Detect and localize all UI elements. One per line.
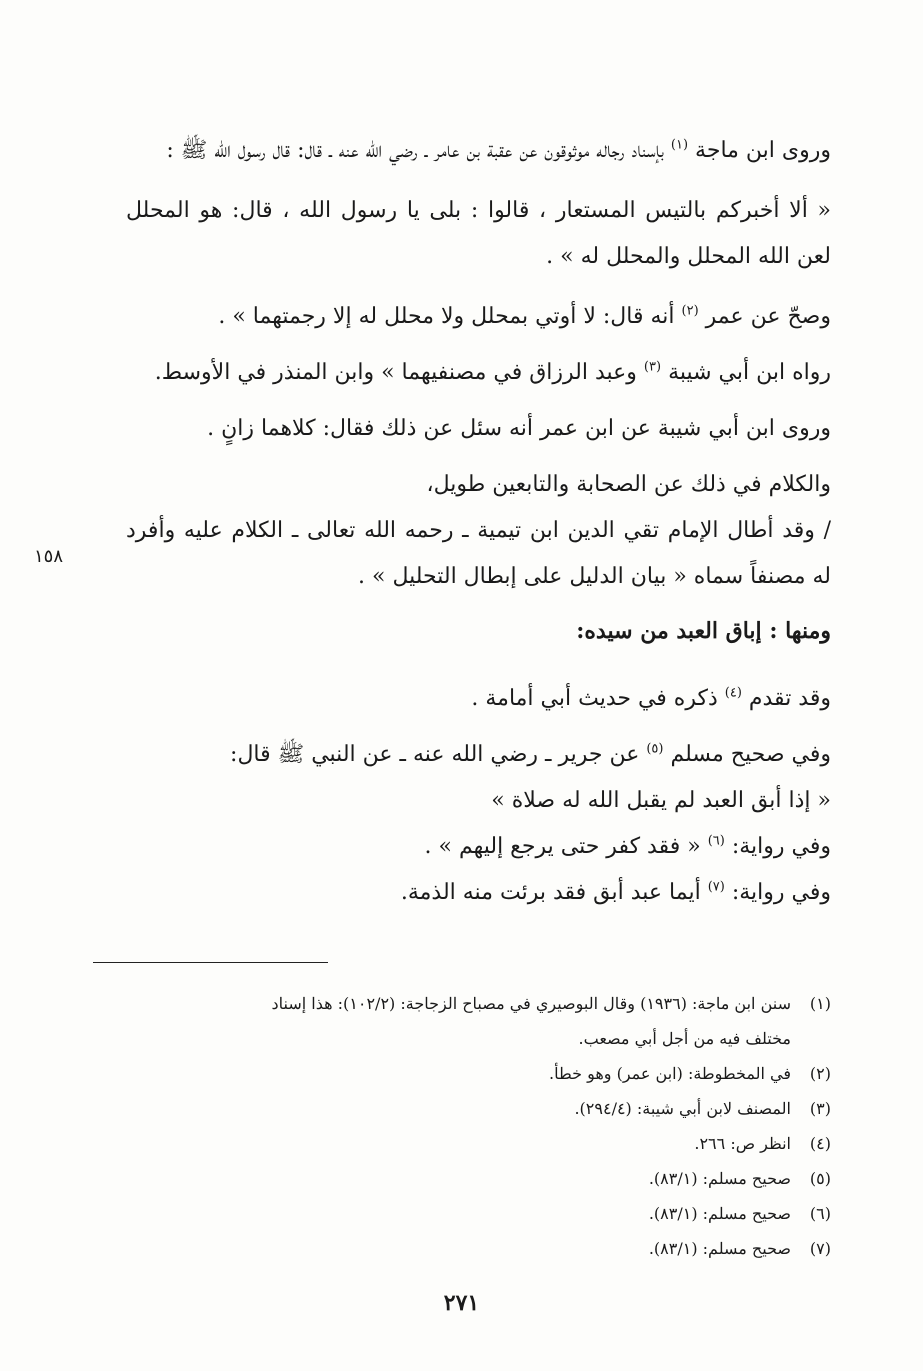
paragraph-ibn-umar: وروى ابن أبي شيبة عن ابن عمر أنه سئل عن ذلك فقال: كلاهما زانٍ . (207, 416, 831, 441)
paragraph-riwaya-7: وفي رواية: $^{(٧)}$ أيما عبد أبق فقد برئت منه الذمة. (400, 879, 831, 905)
paragraph-sahaba: والكلام في ذلك عن الصحابة والتابعين طويل، (426, 472, 831, 497)
manuscript-folio-marker: ١٥٨ (34, 546, 64, 567)
paragraph-abu-umama: وقد تقدم $^{(٤)}$ ذكره في حديث أبي أمامة . (471, 685, 831, 711)
footnote-divider (93, 962, 328, 963)
footnote-3: (٣)المصنف لابن أبي شيبة: (٢٩٤/٤). (574, 1099, 831, 1118)
footnote-2: (٢)في المخطوطة: (ابن عمر) وهو خطأ. (549, 1064, 831, 1083)
footnote-ref-7[interactable]: (٧) (707, 879, 725, 895)
footnote-7: (٧)صحيح مسلم: (٨٣/١). (648, 1239, 831, 1258)
paragraph-muslim: وفي صحيح مسلم $^{(٥)}$ عن جرير ـ رضي الله عنه ـ عن النبي ﷺ قال: (230, 741, 831, 767)
paragraph-ibn-majah: وروى ابن ماجة $^{(١)}$ بإسناد رجاله موثوقون عن عقبة بن عامر ـ رضي الله عنه ـ قال: قال رسول الله ﷺ : (166, 137, 831, 163)
footnote-ref-2[interactable]: (٢) (681, 303, 699, 319)
footnote-1: (١)سنن ابن ماجة: (١٩٣٦) وقال البوصيري في مصباح الزجاجة: (١٠٢/٢): هذا إسناد (271, 994, 831, 1013)
footnote-5: (٥)صحيح مسلم: (٨٣/١). (648, 1169, 831, 1188)
hadith-quote-tays: « ألا أخبركم بالتيس المستعار ، قالوا : بلى يا رسول الله ، قال: هو المحلل لعن الله المحلل والمحلل له » . (126, 198, 831, 269)
footnotes (111, 986, 831, 1266)
footnote-1-continued: مختلف فيه من أجل أبي مصعب. (578, 1029, 791, 1048)
footnote-ref-3[interactable]: (٣) (643, 359, 662, 375)
footnote-6: (٦)صحيح مسلم: (٨٣/١). (648, 1204, 831, 1223)
paragraph-ibn-taymiyya: / وقد أطال الإمام تقي الدين ابن تيمية ـ رحمه الله تعالى ـ الكلام عليه وأفرد له مصنفاً سماه « بيان الدليل على إبطال التحليل » . (126, 518, 831, 589)
footnote-ref-5[interactable]: (٥) (646, 741, 664, 757)
footnote-ref-4[interactable]: (٤) (724, 685, 742, 701)
footnote-4: (٤)انظر ص: ٢٦٦. (694, 1134, 831, 1153)
footnote-ref-1[interactable]: (١) (670, 137, 689, 153)
paragraph-ibn-abi-shayba: رواه ابن أبي شيبة $^{(٣)}$ وعبد الرزاق في مصنفيهما » وابن المنذر في الأوسط. (154, 359, 831, 385)
main-text (126, 128, 831, 916)
paragraph-umar: وصحّ عن عمر $^{(٢)}$ أنه قال: لا أوتي بمحلل ولا محلل له إلا رجمتهما » . (218, 303, 831, 329)
hadith-quote-abaqa: « إذا أبق العبد لم يقبل الله له صلاة » (491, 788, 831, 813)
section-heading: ومنها : إباق العبد من سيده: (576, 618, 831, 644)
footnote-ref-6[interactable]: (٦) (707, 833, 725, 849)
paragraph-riwaya-6: وفي رواية: $^{(٦)}$ « فقد كفر حتى يرجع إليهم » . (424, 833, 831, 859)
page-number: ٢٧١ (443, 1290, 480, 1316)
